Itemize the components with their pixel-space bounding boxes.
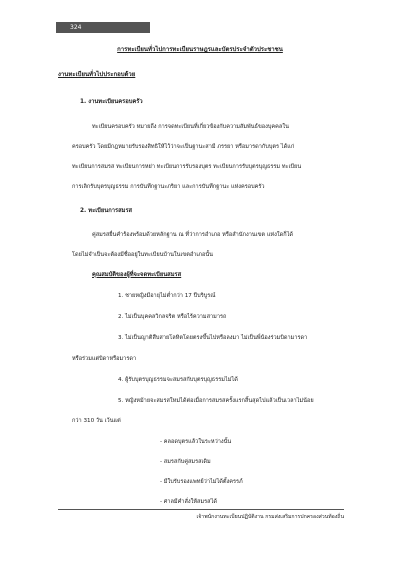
section-2-line: คู่สมรสยื่นคำร้องพร้อมด้วยหลักฐาน ณ ที่ว่าการอำเภอ หรือสำนักงานเขต แห่งใดก็ได้	[92, 232, 294, 238]
criteria-item: 2. ไม่เป็นบุคคลวิกลจริต หรือไร้ความสามารถ	[118, 314, 227, 320]
criteria-item: 3. ไม่เป็นญาติสืบสายโลหิตโดยตรงขึ้นไปหรือลงมา ไม่เป็นพี่น้องร่วมบิดามารดา	[118, 335, 308, 341]
exception-item: - ศาลมีคำสั่งให้สมรสได้	[160, 499, 218, 505]
section-1-line: การเลิกรับบุตรบุญธรรม การบันทึกฐานะภริยา และการบันทึกฐานะ แห่งครอบครัว	[72, 184, 265, 190]
page-number-box	[56, 22, 150, 33]
section-2-line: โดยไม่จำเป็นจะต้องมีชื่ออยู่ในทะเบียนบ้านในเขตอำเภอนั้น	[72, 252, 213, 258]
criteria-item: 1. ชายหญิงมีอายุไม่ต่ำกว่า 17 ปีบริบูรณ์	[118, 293, 216, 299]
exception-item: - มีใบรับรองแพทย์ว่าไม่ได้ตั้งครรภ์	[160, 479, 243, 485]
section-1-line: ทะเบียนการสมรส ทะเบียนการหย่า ทะเบียนการรับรองบุตร ทะเบียนการรับบุตรบุญธรรม ทะเบียน	[72, 164, 302, 170]
criteria-item-continued: กว่า 310 วัน เว้นแต่	[72, 418, 121, 424]
footer-divider	[58, 509, 344, 510]
document-title: การทะเบียนทั่วไปการทะเบียนราษฎรและบัตรประจำตัวประชาชน	[117, 46, 283, 53]
section-2-heading: 2. ทะเบียนการสมรส	[80, 208, 133, 214]
section-1-heading: 1. งานทะเบียนครอบครัว	[80, 99, 143, 105]
section-1-line: ครอบครัว โดยมีกฎหมายรับรองสิทธิให้ไว้ว่าจะเป็นฐานะสามี ภรรยา หรือมารดากับบุตร ได้แก่	[72, 144, 295, 150]
exception-item: - สมรสกับคู่สมรสเดิม	[160, 459, 211, 465]
section-1-line: ทะเบียนครอบครัว หมายถึง การจดทะเบียนที่เกี่ยวข้องกับความสัมพันธ์ของบุคคลใน	[92, 124, 289, 130]
page-number: 324	[70, 23, 82, 31]
footer-text: เจ้าพนักงานทะเบียนปฏิบัติงาน กรมส่งเสริมการปกครองส่วนท้องถิ่น	[196, 514, 344, 520]
criteria-item: 4. ผู้รับบุตรบุญธรรมจะสมรสกับบุตรบุญธรรมไม่ได้	[118, 377, 238, 383]
section-heading: งานทะเบียนทั่วไปประกอบด้วย	[58, 71, 136, 78]
criteria-item-continued: หรือร่วมแต่บิดาหรือมารดา	[72, 356, 137, 362]
criteria-subheading: คุณสมบัติของผู้ที่จะจดทะเบียนสมรส	[92, 272, 182, 278]
criteria-item: 5. หญิงหม้ายจะสมรสใหม่ได้ต่อเมื่อการสมรสครั้งแรกสิ้นสุดไปแล้วเป็นเวลาไม่น้อย	[118, 398, 314, 404]
exception-item: - คลอดบุตรแล้วในระหว่างนั้น	[160, 439, 232, 445]
